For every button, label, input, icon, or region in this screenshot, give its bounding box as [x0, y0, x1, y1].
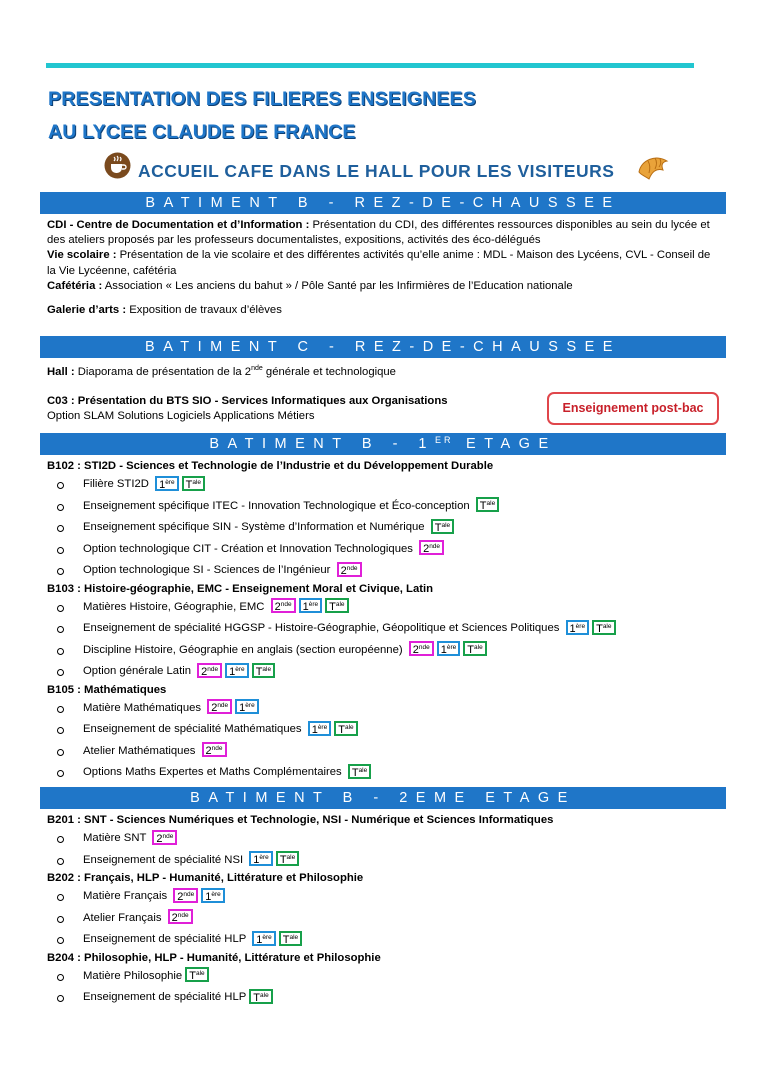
tag-1ere: 1ère — [225, 663, 249, 678]
tag-tale: $T^{ale}$ — [276, 851, 299, 866]
b103-heading: B103 : Histoire-géographie, EMC - Enseignement Moral et Civique, Latin — [47, 582, 434, 595]
tag-1ere: 1ère — [249, 851, 273, 866]
list-item — [47, 908, 719, 930]
tag-2nde: 2nde — [168, 909, 193, 924]
section-batiment-b-2eme — [47, 813, 719, 1009]
item-label: Matière Français — [83, 890, 168, 902]
b202-heading: B202 : Français, HLP - Humanité, Littérature et Philosophie — [47, 872, 364, 884]
tag-2nde: 2nde — [409, 641, 434, 656]
list-item — [47, 618, 719, 640]
item-label: Atelier Français — [83, 911, 162, 924]
hall-label: Hall : — [47, 365, 75, 378]
cafeteria-paragraph — [47, 279, 719, 294]
band-batiment-b-2eme: BATIMENT B - 2EME ETAGE — [40, 787, 726, 809]
item-label: Atelier Mathématiques — [83, 744, 196, 757]
c03-text: Option SLAM Solutions Logiciels Applications Métiers — [47, 410, 315, 423]
hall-paragraph — [47, 361, 719, 380]
hall-text-a: Diaporama de présentation de la 2 — [74, 365, 252, 378]
tag-1ere: 1ère — [437, 641, 461, 656]
accueil-text: ACCUEIL CAFE DANS LE HALL POUR LES VISITEURS — [138, 161, 615, 181]
b103-list — [47, 597, 719, 683]
tag-1ere: 1ère — [201, 888, 225, 903]
band-batiment-b-1er — [40, 433, 726, 455]
item-label: Matière SNT — [83, 832, 147, 844]
tag-1ere: 1ère — [252, 931, 276, 946]
item-label: Enseignement spécifique ITEC - Innovation Technologique et Éco-conception — [83, 499, 470, 512]
tag-1ere: 1ère — [299, 598, 323, 613]
item-label: Discipline Histoire, Géographie en anglais (section européenne) — [83, 643, 403, 656]
item-label: Matières Histoire, Géographie, EMC — [83, 600, 265, 613]
cdi-label: CDI - Centre de Documentation et d’Information : — [47, 219, 310, 231]
tag-2nde: 2nde — [207, 699, 232, 714]
galerie-label: Galerie d’arts : — [47, 304, 127, 317]
list-item — [47, 966, 719, 988]
item-label: Matière Philosophie — [83, 969, 183, 982]
b102-list — [47, 474, 719, 582]
galerie-text: Exposition de travaux d’élèves — [126, 304, 282, 317]
accueil-banner — [104, 152, 674, 186]
list-item — [47, 929, 719, 951]
cdi-paragraph — [47, 218, 719, 248]
b102-heading: B102 : STI2D - Sciences et Technologie de l’Industrie et du Développement Durable — [47, 460, 494, 472]
list-item — [47, 661, 719, 683]
tag-tale: $T^{ale}$ — [249, 989, 272, 1004]
list-item — [47, 719, 719, 741]
list-item — [47, 886, 719, 908]
tag-2nde: 2nde — [337, 562, 362, 577]
cafeteria-text: Association « Les anciens du bahut » / Pôle Santé par les Infirmières de l’Education nationale — [102, 279, 573, 292]
band-1er-a: BATIMENT B - 1 — [209, 436, 435, 452]
tag-2nde: 2nde — [197, 663, 222, 678]
postbac-badge: Enseignement post-bac — [547, 392, 719, 425]
band-batiment-c-rdc: BATIMENT C - REZ-DE-CHAUSSEE — [40, 336, 726, 358]
list-item — [47, 560, 719, 582]
list-item — [47, 496, 719, 518]
galerie-paragraph — [47, 303, 719, 318]
tag-tale: $T^{ale}$ — [325, 598, 348, 613]
page-title-line1: PRESENTATION DES FILIERES ENSEIGNEES — [48, 88, 476, 110]
tag-tale: $T^{ale}$ — [182, 476, 205, 491]
section-batiment-b-1er — [47, 459, 719, 784]
top-rule — [46, 63, 694, 68]
c03-label: C03 : Présentation du BTS SIO - Services Informatiques aux Organisations — [47, 394, 448, 407]
list-item — [47, 474, 719, 496]
b201-list — [47, 828, 719, 871]
list-item — [47, 850, 719, 872]
list-item — [47, 741, 719, 763]
vie-scolaire-text: Présentation de la vie scolaire et des différentes activités qu’elle anime : MDL - Maison des Lycéens, CVL - Conseil de la Vie Lycéenne, cafétéria — [47, 249, 711, 277]
band-batiment-b-rdc: BATIMENT B - REZ-DE-CHAUSSEE — [40, 192, 726, 214]
band-1er-b: ETAGE — [453, 436, 557, 452]
tag-2nde: 2nde — [419, 540, 444, 555]
section-batiment-b-rdc — [47, 218, 719, 318]
b204-list — [47, 966, 719, 1009]
band-1er-sup: ER — [435, 435, 454, 445]
coffee-icon — [104, 152, 131, 179]
croissant-icon — [636, 152, 670, 182]
item-label: Option technologique CIT - Création et Innovation Technologiques — [83, 542, 413, 555]
tag-2nde: 2nde — [173, 888, 198, 903]
item-label: Option générale Latin — [83, 665, 192, 677]
list-item — [47, 762, 719, 784]
tag-tale: $T^{ale}$ — [592, 620, 615, 635]
item-label: Filière STI2D — [83, 478, 149, 490]
item-label: Enseignement spécifique SIN - Système d’Information et Numérique — [83, 521, 425, 533]
item-label: Enseignement de spécialité Mathématiques — [83, 723, 302, 735]
b204-heading: B204 : Philosophie, HLP - Humanité, Littérature et Philosophie — [47, 951, 381, 964]
tag-2nde: 2nde — [202, 742, 227, 757]
tag-tale: $T^{ale}$ — [348, 764, 371, 779]
list-item — [47, 987, 719, 1009]
item-label: Enseignement de spécialité HLP — [83, 991, 247, 1003]
tag-1ere: 1ère — [155, 476, 179, 491]
tag-tale: $T^{ale}$ — [279, 931, 302, 946]
tag-tale: $T^{ale}$ — [476, 497, 499, 512]
tag-1ere: 1ère — [308, 721, 332, 736]
tag-tale: $T^{ale}$ — [252, 663, 275, 678]
vie-scolaire-label: Vie scolaire : — [47, 249, 117, 262]
list-item — [47, 828, 719, 850]
list-item — [47, 698, 719, 720]
cafeteria-label: Cafétéria : — [47, 279, 103, 292]
page-title-line2: AU LYCEE CLAUDE DE FRANCE — [48, 121, 356, 143]
tag-2nde: 2nde — [271, 598, 296, 613]
tag-tale: $T^{ale}$ — [463, 641, 486, 656]
item-label: Option technologique SI - Sciences de l’Ingénieur — [83, 564, 331, 576]
hall-sup: nde — [251, 365, 263, 372]
tag-2nde: 2nde — [152, 830, 177, 845]
item-label: Enseignement de spécialité HLP — [83, 933, 247, 945]
list-item — [47, 597, 719, 619]
list-item — [47, 517, 719, 539]
tag-1ere: 1ère — [235, 699, 259, 714]
cdi-text: Présentation du CDI, des différentes ressources disponibles au sein du lycée et des ateliers proposés par les professeurs documentalistes, expositions, activités des éco-délégués — [47, 219, 710, 247]
b105-list — [47, 698, 719, 784]
item-label: Options Maths Expertes et Maths Complémentaires — [83, 766, 342, 778]
item-label: Enseignement de spécialité NSI — [83, 853, 244, 866]
tag-tale: $T^{ale}$ — [334, 721, 357, 736]
item-label: Enseignement de spécialité HGGSP - Histoire-Géographie, Géopolitique et Sciences Politiques — [83, 622, 560, 634]
item-label: Matière Mathématiques — [83, 701, 202, 714]
list-item — [47, 640, 719, 662]
b201-heading: B201 : SNT - Sciences Numériques et Technologie, NSI - Numérique et Sciences Informatiques — [47, 814, 554, 826]
list-item — [47, 539, 719, 561]
b202-list — [47, 886, 719, 951]
b105-heading: B105 : Mathématiques — [47, 683, 167, 696]
tag-1ere: 1ère — [566, 620, 590, 635]
hall-text-b: générale et technologique — [262, 365, 396, 378]
tag-tale: $T^{ale}$ — [185, 967, 208, 982]
tag-tale: $T^{ale}$ — [431, 519, 454, 534]
vie-scolaire-paragraph — [47, 248, 719, 278]
